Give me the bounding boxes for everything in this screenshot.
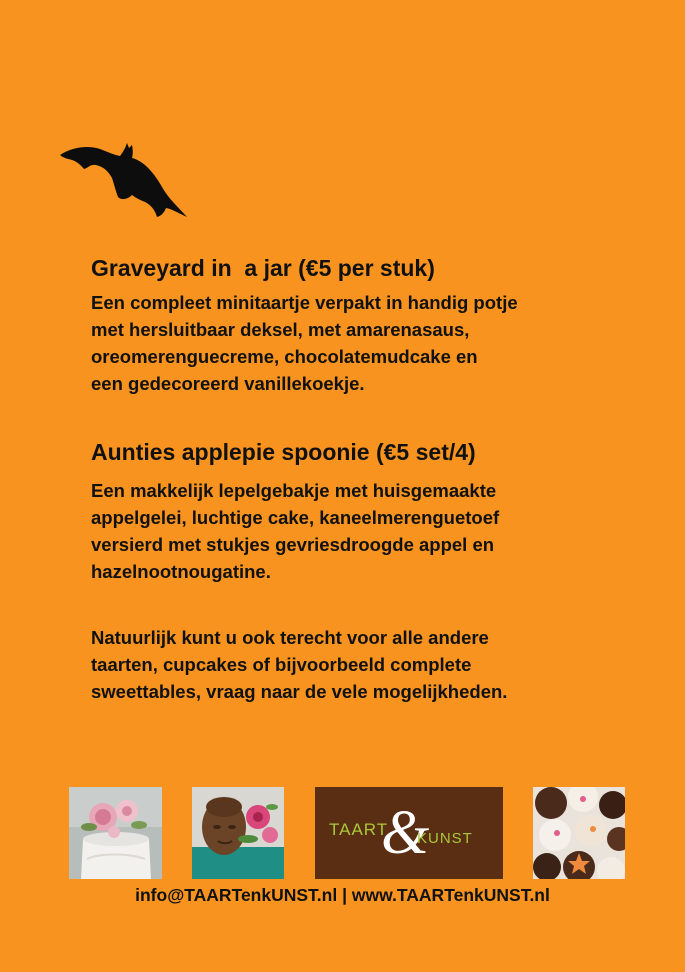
description-line: appelgelei, luchtige cake, kaneelmerenguetoef <box>91 507 500 528</box>
description-line: versierd met stukjes gevriesdroogde appel en <box>91 534 495 555</box>
description-line: Een makkelijk lepelgebakje met huisgemaakte <box>91 480 497 501</box>
closing-line: taarten, cupcakes of bijvoorbeeld complete <box>91 654 472 675</box>
buddha-cake-photo <box>192 787 284 879</box>
cake-pops-photo <box>533 787 625 879</box>
flower-cake-photo <box>69 787 162 879</box>
closing-line: Natuurlijk kunt u ook terecht voor alle andere <box>91 627 489 648</box>
logo-text-left: TAART <box>329 820 389 839</box>
description-line: met hersluitbaar deksel, met amarenasaus, <box>91 319 470 340</box>
footer-contact: info@TAARTenkUNST.nl | www.TAARTenkUNST.nl <box>135 885 550 905</box>
section-description-graveyard <box>91 289 518 397</box>
closing-line: sweettables, vraag naar de vele mogelijkheden. <box>91 681 508 702</box>
bat-icon <box>58 137 188 219</box>
section-title-applepie: Aunties applepie spoonie (€5 set/4) <box>91 439 476 465</box>
logo-ampersand: & <box>381 799 430 867</box>
section-title-graveyard: Graveyard in a jar (€5 per stuk) <box>91 255 435 281</box>
description-line: oreomerenguecreme, chocolatemudcake en <box>91 346 478 367</box>
description-line: hazelnootnougatine. <box>91 561 271 582</box>
description-line: een gedecoreerd vanillekoekje. <box>91 373 365 394</box>
taartenkunst-logo <box>315 787 503 879</box>
section-description-applepie <box>91 477 499 585</box>
logo-text-right: KUNST <box>417 830 473 847</box>
description-line: Een compleet minitaartje verpakt in handig potje <box>91 292 518 313</box>
closing-paragraph <box>91 624 507 705</box>
